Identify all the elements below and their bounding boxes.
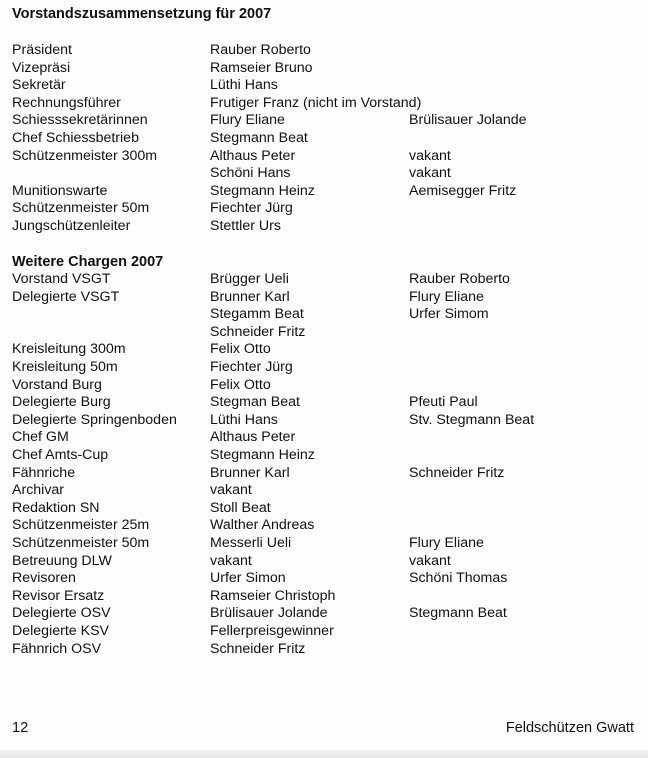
role-label: Kreisleitung 50m — [12, 359, 118, 375]
role-label: Präsident — [12, 42, 72, 58]
person-name: Schöni Hans — [210, 165, 291, 182]
role-label: Sekretär — [12, 77, 66, 94]
list-item — [12, 623, 642, 641]
role-label: Fähnrich OSV — [12, 640, 102, 657]
list-item — [12, 341, 642, 359]
person-name: Ramseier Bruno — [210, 59, 313, 76]
person-name: Felix Otto — [210, 341, 271, 358]
list-item — [12, 271, 642, 289]
role-label: Vizepräsi — [12, 59, 71, 76]
list-item — [12, 641, 642, 659]
list-item — [12, 517, 642, 535]
list-item — [12, 605, 642, 623]
role-label: Fähnriche — [12, 464, 76, 481]
role-label: Vorstand VSGT — [12, 271, 111, 287]
list-item — [12, 429, 642, 447]
list-item — [12, 95, 642, 113]
second-person-name: Flury Eliane — [409, 535, 484, 551]
second-person-name: Pfeuti Paul — [409, 394, 478, 411]
second-person-name: Brülisauer Jolande — [409, 112, 527, 129]
person-name: Messerli Ueli — [210, 535, 292, 551]
list-item — [12, 218, 642, 236]
role-label: Delegierte KSV — [12, 623, 109, 639]
role-label: Schiesssekretärinnen — [12, 112, 148, 129]
role-label: Betreuung DLW — [12, 552, 112, 569]
list-item — [12, 465, 642, 483]
list-item — [12, 112, 642, 130]
person-name: Frutiger Franz (nicht im Vorstand) — [210, 94, 422, 111]
person-name: Brunner Karl — [210, 288, 290, 305]
role-label: Chef Schiessbetrieb — [12, 130, 139, 146]
page-number: 12 — [12, 720, 29, 736]
person-name: Stegmann Heinz — [210, 447, 315, 463]
person-name: Rauber Roberto — [210, 42, 311, 58]
second-person-name: vakant — [409, 165, 451, 182]
section-title-vorstand: Vorstandszusammensetzung für 2007 — [12, 6, 272, 22]
role-label: Revisoren — [12, 570, 76, 587]
list-item — [12, 570, 642, 588]
list-item — [12, 77, 642, 95]
role-label: Schützenmeister 50m — [12, 200, 150, 217]
person-name: Schneider Fritz — [210, 323, 306, 340]
person-name: Stegmann Beat — [210, 130, 308, 146]
list-item — [12, 447, 642, 465]
role-label: Delegierte OSV — [12, 605, 111, 622]
list-item — [12, 553, 642, 571]
list-item — [12, 394, 642, 412]
person-name: Brunner Karl — [210, 464, 290, 481]
list-item — [12, 377, 642, 395]
role-label: Schützenmeister 50m — [12, 535, 150, 551]
list-item — [12, 588, 642, 606]
second-person-name: Schneider Fritz — [409, 464, 505, 481]
second-person-name: Schöni Thomas — [409, 570, 508, 587]
role-label: Revisor Ersatz — [12, 587, 105, 604]
list-item — [12, 535, 642, 553]
person-name: vakant — [210, 482, 252, 499]
second-person-name: vakant — [409, 552, 451, 569]
person-name: Althaus Peter — [210, 429, 296, 446]
person-name: Lüthi Hans — [210, 411, 278, 428]
person-name: Brügger Ueli — [210, 271, 289, 287]
list-item — [12, 306, 642, 324]
role-label: Delegierte Burg — [12, 394, 111, 411]
role-label: Vorstand Burg — [12, 376, 102, 393]
person-name: Ramseier Christoph — [210, 587, 336, 604]
role-label: Jungschützenleiter — [12, 218, 131, 234]
second-person-name: Stv. Stegmann Beat — [409, 411, 535, 428]
list-item — [12, 200, 642, 218]
person-name: Lüthi Hans — [210, 77, 278, 94]
role-label: Kreisleitung 300m — [12, 341, 126, 358]
list-item — [12, 165, 642, 183]
person-name: Urfer Simon — [210, 570, 286, 587]
person-name: Schneider Fritz — [210, 640, 306, 657]
person-name: Walther Andreas — [210, 517, 315, 534]
list-item — [12, 183, 642, 201]
person-name: Stegmann Heinz — [210, 182, 315, 199]
list-item — [12, 412, 642, 430]
second-person-name: Rauber Roberto — [409, 271, 510, 287]
list-item — [12, 130, 642, 148]
person-name: vakant — [210, 552, 252, 569]
person-name: Stoll Beat — [210, 499, 271, 516]
second-person-name: Urfer Simom — [409, 306, 489, 323]
list-item — [12, 289, 642, 307]
role-label: Chef GM — [12, 429, 69, 446]
list-item — [12, 148, 642, 166]
list-item — [12, 359, 642, 377]
person-name: Brülisauer Jolande — [210, 605, 328, 622]
list-item — [12, 60, 642, 78]
person-name: Stettler Urs — [210, 218, 281, 234]
second-person-name: Flury Eliane — [409, 288, 484, 305]
second-person-name: Aemisegger Fritz — [409, 182, 517, 199]
role-label: Redaktion SN — [12, 499, 100, 516]
role-label: Munitionswarte — [12, 182, 108, 199]
list-item — [12, 324, 642, 342]
person-name: Fiechter Jürg — [210, 200, 293, 217]
second-person-name: vakant — [409, 147, 451, 164]
role-label: Delegierte VSGT — [12, 288, 120, 305]
person-name: Fellerpreisgewinner — [210, 623, 334, 639]
list-item — [12, 42, 642, 60]
list-item — [12, 500, 642, 518]
footer-club-name: Feldschützen Gwatt — [505, 720, 634, 736]
person-name: Stegamm Beat — [210, 306, 304, 323]
role-label: Archivar — [12, 482, 65, 499]
role-label: Schützenmeister 300m — [12, 147, 158, 164]
second-person-name: Stegmann Beat — [409, 605, 507, 622]
role-label: Rechnungsführer — [12, 94, 121, 111]
person-name: Althaus Peter — [210, 147, 296, 164]
section-title-chargen: Weitere Chargen 2007 — [12, 254, 164, 270]
role-label: Chef Amts-Cup — [12, 447, 109, 463]
page-edge-shadow — [0, 750, 648, 758]
person-name: Felix Otto — [210, 376, 271, 393]
person-name: Flury Eliane — [210, 112, 285, 129]
list-item — [12, 482, 642, 500]
person-name: Stegman Beat — [210, 394, 300, 411]
role-label: Schützenmeister 25m — [12, 517, 150, 534]
person-name: Fiechter Jürg — [210, 359, 293, 375]
role-label: Delegierte Springenboden — [12, 411, 177, 428]
